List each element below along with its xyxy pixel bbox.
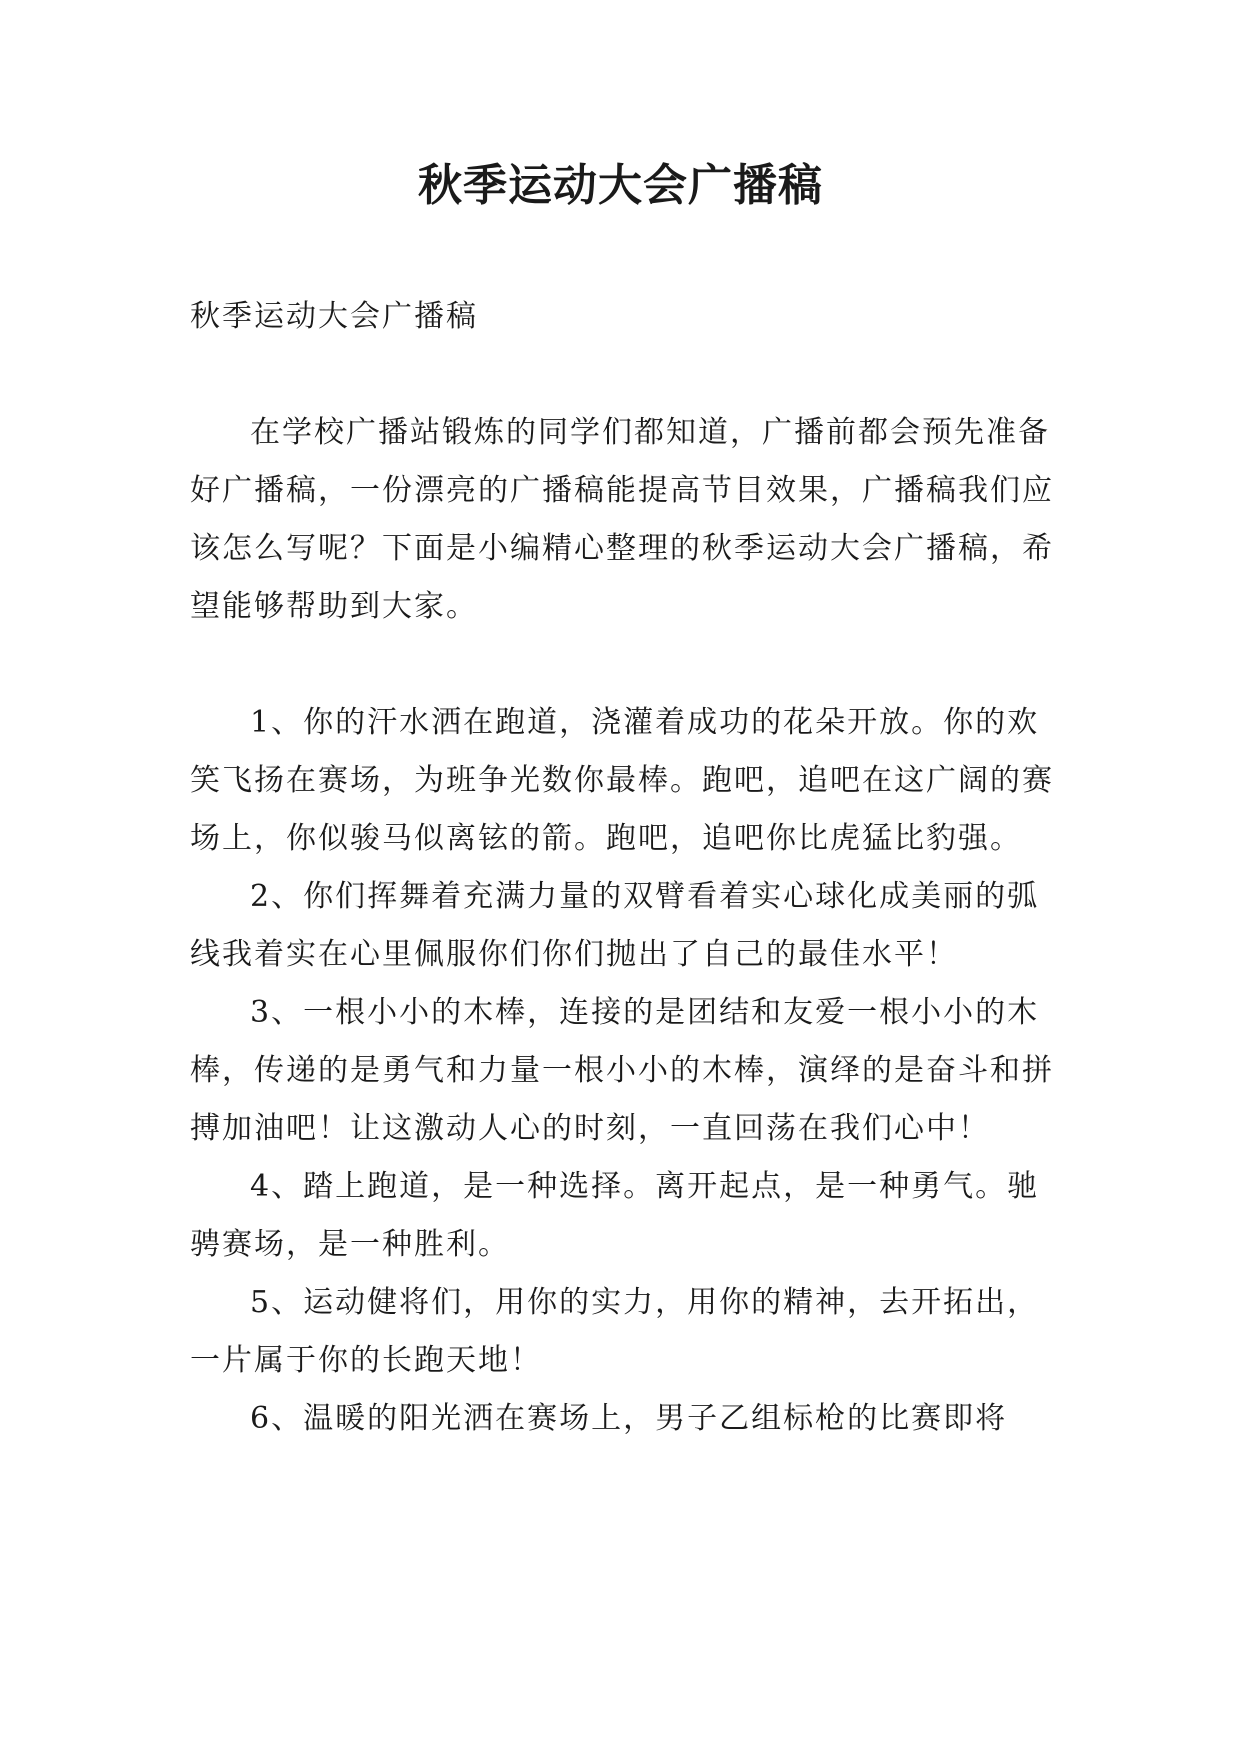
list-item-3: 3、一根小小的木棒，连接的是团结和友爱一根小小的木棒，传递的是勇气和力量一根小小的木棒，演绎的是奋斗和拼搏加油吧！让这激动人心的时刻，一直回荡在我们心中！ (190, 995, 1054, 1146)
list-item-1: 1、你的汗水洒在跑道，浇灌着成功的花朵开放。你的欢笑飞扬在赛场，为班争光数你最棒。跑吧，追吧在这广阔的赛场上，你似骏马似离铉的箭。跑吧，追吧你比虎猛比豹强。 (190, 705, 1054, 856)
document-title: 秋季运动大会广播稿 (418, 160, 823, 211)
list-item-4: 4、踏上跑道，是一种选择。离开起点，是一种勇气。驰骋赛场，是一种胜利。 (190, 1169, 1040, 1262)
document-body (190, 288, 1070, 1448)
list-item-5: 5、运动健将们，用你的实力，用你的精神，去开拓出，一片属于你的长跑天地！ (190, 1285, 1040, 1378)
list-item-6: 6、温暖的阳光洒在赛场上，男子乙组标枪的比赛即将 (250, 1401, 1008, 1436)
intro-paragraph: 在学校广播站锻炼的同学们都知道，广播前都会预先准备好广播稿，一份漂亮的广播稿能提高节目效果，广播稿我们应该怎么写呢？下面是小编精心整理的秋季运动大会广播稿，希望能够帮助到大家。 (190, 415, 1054, 624)
document-subtitle: 秋季运动大会广播稿 (190, 299, 478, 334)
list-item-2: 2、你们挥舞着充满力量的双臂看着实心球化成美丽的弧线我着实在心里佩服你们你们抛出了自己的最佳水平！ (190, 879, 1040, 972)
